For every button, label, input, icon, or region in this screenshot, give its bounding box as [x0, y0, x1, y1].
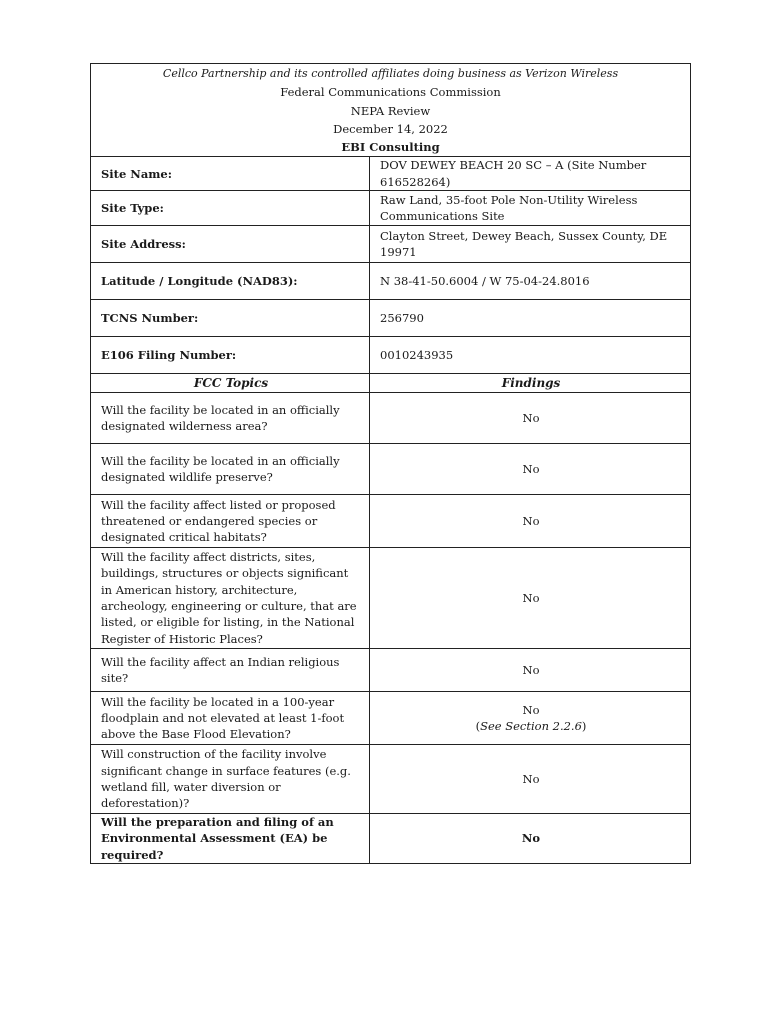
topic-finding: No [370, 393, 691, 444]
e106-filing-label: E106 Filing Number: [91, 337, 370, 374]
lat-long-label: Latitude / Longitude (NAD83): [91, 263, 370, 300]
tcns-number-value: 256790 [370, 300, 691, 337]
section-reference: See Section 2.2.6 [480, 719, 582, 734]
table-row [91, 263, 690, 300]
table-row [91, 745, 690, 814]
table-row [91, 814, 690, 863]
topic-finding: No [370, 745, 691, 814]
tcns-number-label: TCNS Number: [91, 300, 370, 337]
site-name-label: Site Name: [91, 157, 370, 190]
table-row [91, 393, 690, 444]
lat-long-value: N 38-41-50.6004 / W 75-04-24.8016 [370, 263, 691, 300]
site-address-value: Clayton Street, Dewey Beach, Sussex County, DE 19971 [370, 226, 691, 263]
table-row [91, 226, 690, 263]
site-name-value: DOV DEWEY BEACH 20 SC – A (Site Number 616528264) [380, 158, 647, 189]
topic-finding-cell [370, 692, 691, 745]
table-row [91, 548, 690, 649]
topic-finding: No [370, 548, 691, 649]
topic-question: Will construction of the facility involve significant change in surface features (e.g. wetland fill, water diversion or deforestation)? [91, 745, 370, 814]
agency-line: Federal Communications Commission [280, 85, 501, 100]
topic-finding: No [370, 495, 691, 548]
site-info-table [91, 157, 690, 373]
topic-question: Will the facility affect districts, sites, buildings, structures or objects significant in American history, architecture, archeology, engineering or culture, that are listed, or eligible for listing, in the National Register of Historic Places? [91, 548, 370, 649]
note-open-paren: ( [475, 719, 481, 734]
nepa-review-document [90, 63, 691, 864]
site-type-value: Raw Land, 35-foot Pole Non-Utility Wireless Communications Site [370, 191, 691, 226]
topics-header-row [91, 374, 690, 393]
topic-finding: No [370, 649, 691, 692]
company-line: Cellco Partnership and its controlled affiliates doing business as Verizon Wireless [162, 67, 619, 80]
topic-question: Will the facility be located in a 100-year floodplain and not elevated at least 1-foot above the Base Flood Elevation? [91, 692, 370, 745]
table-row [91, 191, 690, 226]
topic-question: Will the facility affect an Indian religious site? [91, 649, 370, 692]
fcc-topics-table [91, 373, 690, 863]
topic-question: Will the facility affect listed or proposed threatened or endangered species or designated critical habitats? [91, 495, 370, 548]
consultant-line: EBI Consulting [341, 140, 440, 155]
site-type-label: Site Type: [91, 191, 370, 226]
topic-question: Will the facility be located in an officially designated wildlife preserve? [91, 444, 370, 495]
site-address-label: Site Address: [91, 226, 370, 263]
document-header [91, 64, 690, 157]
findings-heading: Findings [370, 374, 691, 393]
e106-filing-value: 0010243935 [370, 337, 691, 374]
date-line: December 14, 2022 [333, 121, 448, 136]
fcc-topics-heading: FCC Topics [91, 374, 370, 393]
review-type-line: NEPA Review [350, 103, 431, 118]
topic-question: Will the preparation and filing of an Environmental Assessment (EA) be required? [91, 814, 370, 863]
table-row [91, 157, 690, 190]
note-close-paren: ) [581, 719, 587, 734]
table-row [91, 649, 690, 692]
topic-finding: No [370, 814, 691, 863]
topic-question: Will the facility be located in an officially designated wilderness area? [91, 393, 370, 444]
topic-finding: No [522, 702, 540, 717]
table-row [91, 692, 690, 745]
table-row [91, 300, 690, 337]
table-row [91, 495, 690, 548]
table-row [91, 337, 690, 374]
topic-finding-note [380, 718, 682, 734]
topic-finding: No [370, 444, 691, 495]
table-row [91, 444, 690, 495]
